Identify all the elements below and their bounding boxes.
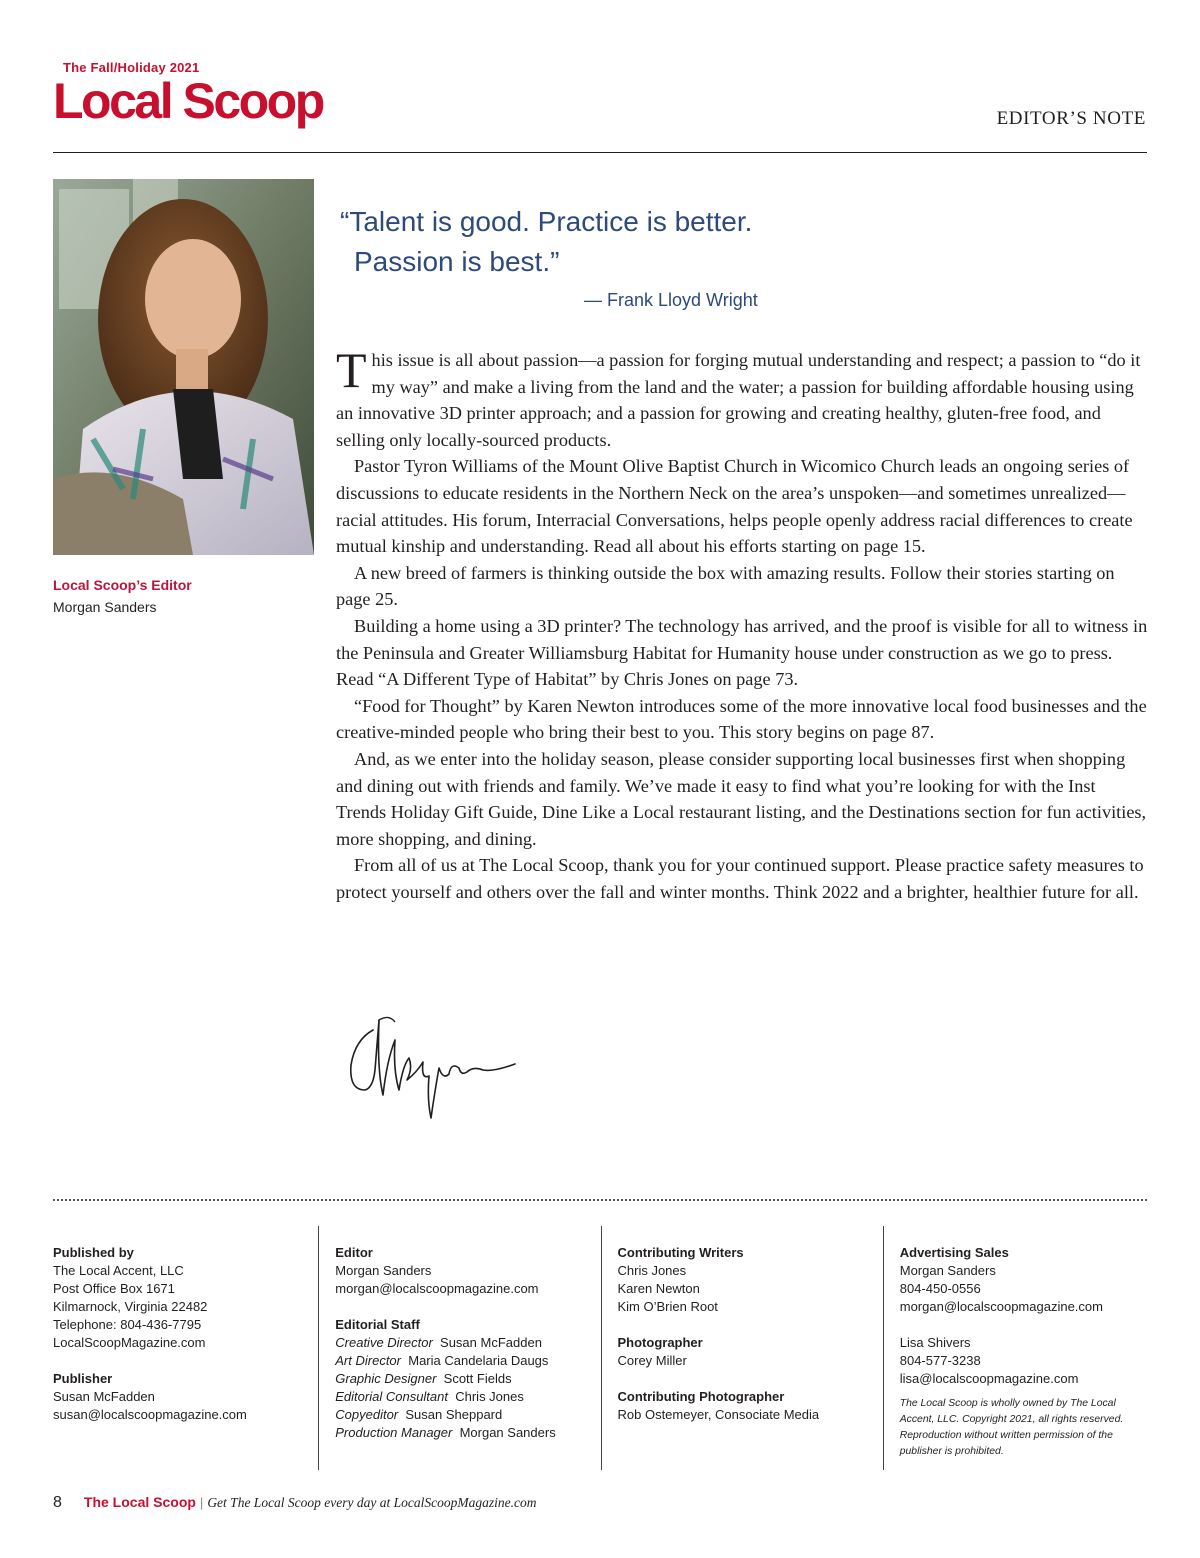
- footer-brand: The Local Scoop: [83, 1494, 196, 1510]
- sales-contact-name: Lisa Shivers: [899, 1335, 971, 1350]
- staff-divider: [53, 1199, 1147, 1201]
- writer-name: Kim O’Brien Root: [617, 1299, 718, 1314]
- paragraph: “Food for Thought” by Karen Newton introduces some of the more innovative local food businesses and the creative-minded people who bring their best to you. This story begins on page 87.: [336, 695, 1147, 743]
- paragraph: Pastor Tyron Williams of the Mount Olive Baptist Church in Wicomico Church leads an ongoing series of discussions to educate residents in the Northern Neck on the area’s unspoken—and sometimes unrealized—racial attitudes. His forum, Interracial Conversations, helps people openly address racial differences to create mutual kinship and understanding. Read all about his efforts starting on page 15.: [336, 456, 1133, 557]
- publisher-email: susan@localscoopmagazine.com: [53, 1407, 247, 1422]
- contributing-photographer-name: Rob Ostemeyer, Consociate Media: [617, 1407, 820, 1422]
- publisher-website: LocalScoopMagazine.com: [53, 1335, 206, 1350]
- issue-label: The Fall/Holiday 2021: [63, 60, 200, 75]
- staff-role-row: Art Director Maria Candelaria Daugs: [335, 1353, 549, 1368]
- footer-separator: |: [199, 1495, 204, 1510]
- quote-attribution: — Frank Lloyd Wright: [584, 290, 758, 310]
- footer-tagline: Get The Local Scoop every day at LocalScoopMagazine.com: [207, 1495, 537, 1510]
- paragraph: A new breed of farmers is thinking outside the box with amazing results. Follow their stories starting on page 25.: [336, 562, 1115, 610]
- quote-line-2: Passion is best.”: [354, 246, 560, 277]
- published-by-heading: Published by: [53, 1245, 134, 1260]
- photographer-name: Corey Miller: [617, 1353, 687, 1368]
- writer-name: Karen Newton: [617, 1281, 700, 1296]
- staff-role-row: Editorial Consultant Chris Jones: [335, 1389, 524, 1404]
- contributing-writers-heading: Contributing Writers: [617, 1245, 744, 1260]
- masthead: [53, 60, 323, 129]
- caption-role: Local Scoop’s Editor: [53, 577, 192, 593]
- publisher-company: The Local Accent, LLC: [53, 1263, 184, 1278]
- publisher-heading: Publisher: [53, 1371, 113, 1386]
- staff-column-2: [318, 1226, 600, 1470]
- staff-role-row: Creative Director Susan McFadden: [335, 1335, 542, 1350]
- editor-heading: Editor: [335, 1245, 373, 1260]
- magazine-logo: Local Scoop: [53, 73, 323, 129]
- editorial-staff-heading: Editorial Staff: [335, 1317, 420, 1332]
- quote-line-1: “Talent is good. Practice is better.: [340, 206, 753, 237]
- masthead-staff-box: [53, 1226, 1147, 1470]
- publisher-name: Susan McFadden: [53, 1389, 155, 1404]
- contributing-photographer-heading: Contributing Photographer: [617, 1389, 785, 1404]
- staff-column-1: [53, 1226, 318, 1470]
- editor-name: Morgan Sanders: [335, 1263, 432, 1278]
- publisher-city: Kilmarnock, Virginia 22482: [53, 1299, 208, 1314]
- sales-contact-name: Morgan Sanders: [899, 1263, 996, 1278]
- staff-column-4: [883, 1226, 1147, 1470]
- editor-photo: [53, 179, 314, 555]
- paragraph: Building a home using a 3D printer? The technology has arrived, and the proof is visible for all to witness in the Peninsula and Greater Williamsburg Habitat for Humanity house under construction as we go to press. Read “A Different Type of Habitat” by Chris Jones on page 73.: [336, 615, 1148, 690]
- writer-name: Chris Jones: [617, 1263, 687, 1278]
- advertising-sales-heading: Advertising Sales: [899, 1245, 1009, 1260]
- caption-name: Morgan Sanders: [53, 599, 157, 615]
- paragraph: And, as we enter into the holiday season, please consider supporting local businesses first when shopping and dining out with friends and family. We’ve made it easy to find what you’re looking for with the Inst Trends Holiday Gift Guide, Dine Like a Local restaurant listing, and the Destinations section for fun activities, more shopping, and dining.: [336, 748, 1147, 849]
- page-footer: [53, 1494, 537, 1512]
- sales-contact-email: lisa@localscoopmagazine.com: [899, 1371, 1079, 1386]
- section-label: EDITOR’S NOTE: [996, 108, 1146, 129]
- staff-role-row: Graphic Designer Scott Fields: [335, 1371, 512, 1386]
- editor-email: morgan@localscoopmagazine.com: [335, 1281, 539, 1296]
- sales-contact-email: morgan@localscoopmagazine.com: [899, 1299, 1103, 1314]
- staff-column-3: [601, 1226, 883, 1470]
- photographer-heading: Photographer: [617, 1335, 703, 1350]
- drop-cap: T: [336, 342, 367, 398]
- pull-quote: [340, 202, 752, 282]
- header-rule: [53, 152, 1147, 153]
- publisher-phone: Telephone: 804-436-7795: [53, 1317, 202, 1332]
- photo-caption: [53, 574, 192, 618]
- page-number: 8: [53, 1494, 62, 1511]
- publisher-po-box: Post Office Box 1671: [53, 1281, 175, 1296]
- staff-role-row: Copyeditor Susan Sheppard: [335, 1407, 503, 1422]
- sales-contact-phone: 804-577-3238: [899, 1353, 981, 1368]
- staff-role-row: Production Manager Morgan Sanders: [335, 1425, 556, 1440]
- editor-signature: [343, 1010, 523, 1130]
- editor-note-body: [336, 342, 1148, 905]
- paragraph: From all of us at The Local Scoop, thank you for your continued support. Please practice safety measures to protect yourself and others over the fall and winter months. Think 2022 and a brighter, healthier future for all.: [336, 855, 1144, 902]
- ownership-notice: The Local Scoop is wholly owned by The Local Accent, LLC. Copyright 2021, all rights reserved. Reproduction without written permission of the publisher is prohibited.: [899, 1398, 1124, 1457]
- paragraph: This issue is all about passion—a passion for forging mutual understanding and respect; a passion to “do it my way” and make a living from the land and the water; a passion for building affordable housing using an innovative 3D printer approach; and a passion for growing and creating healthy, gluten-free food, and selling only locally-sourced products.: [336, 342, 1141, 450]
- sales-contact-phone: 804-450-0556: [899, 1281, 981, 1296]
